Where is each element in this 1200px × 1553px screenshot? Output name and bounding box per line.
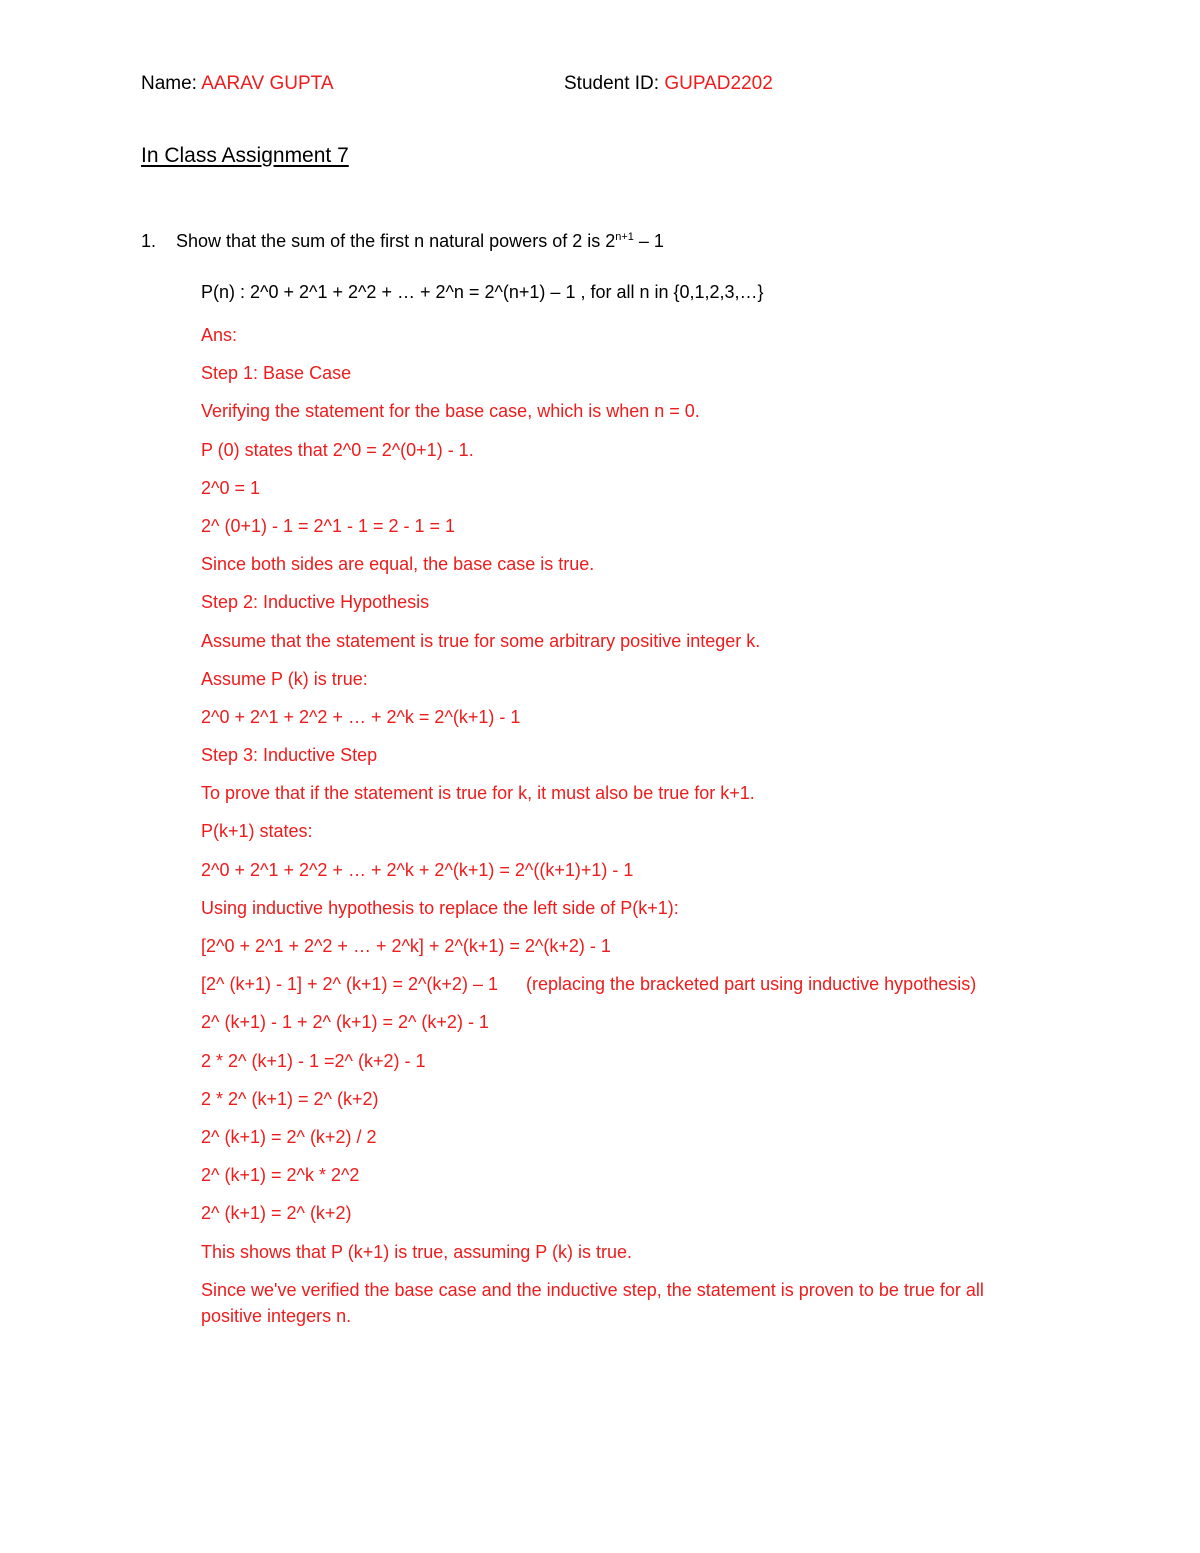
answer-line: To prove that if the statement is true for k, it must also be true for k+1.: [201, 783, 755, 804]
student-id: [564, 72, 773, 96]
answer-line: 2^ (k+1) = 2^k * 2^2: [201, 1165, 360, 1186]
name-value: AARAV GUPTA: [201, 73, 334, 94]
answer-line: 2^0 + 2^1 + 2^2 + … + 2^k + 2^(k+1) = 2^((k+1)+1) - 1: [201, 859, 634, 880]
answer-line: P(k+1) states:: [201, 821, 313, 842]
id-value: GUPAD2202: [664, 73, 773, 94]
student-name: [141, 72, 334, 96]
answer-line: 2^ (0+1) - 1 = 2^1 - 1 = 2 - 1 = 1: [201, 515, 456, 536]
replace-note: (replacing the bracketed part using inductive hypothesis): [525, 974, 977, 995]
answer-line: Step 1: Base Case: [201, 363, 352, 384]
question-suffix: – 1: [633, 231, 664, 251]
answer-line: Since both sides are equal, the base case is true.: [201, 554, 595, 575]
answer-line: Step 3: Inductive Step: [201, 745, 378, 766]
answer-line-replace: [201, 971, 1031, 997]
answer-line: 2^0 = 1: [201, 477, 260, 498]
answer-line: Ans:: [201, 325, 238, 345]
answer-line: 2^0 + 2^1 + 2^2 + … + 2^k = 2^(k+1) - 1: [201, 706, 521, 727]
answer-block: [201, 322, 1031, 1341]
id-label: Student ID:: [564, 73, 665, 94]
answer-line: 2^ (k+1) = 2^ (k+2) / 2: [201, 1126, 377, 1147]
answer-line: 2^ (k+1) - 1 + 2^ (k+1) = 2^ (k+2) - 1: [201, 1012, 489, 1033]
replace-equation: [2^ (k+1) - 1] + 2^ (k+1) = 2^(k+2) – 1: [201, 974, 498, 995]
question-superscript: n+1: [615, 231, 634, 243]
answer-line: 2 * 2^ (k+1) = 2^ (k+2): [201, 1088, 379, 1109]
answer-line: Step 2: Inductive Hypothesis: [201, 592, 430, 613]
question-1: [141, 229, 664, 253]
assignment-title: In Class Assignment 7: [141, 144, 349, 167]
answer-line: P (0) states that 2^0 = 2^(0+1) - 1.: [201, 439, 474, 460]
answer-line: Verifying the statement for the base case, which is when n = 0.: [201, 401, 700, 422]
answer-line: 2 * 2^ (k+1) - 1 =2^ (k+2) - 1: [201, 1050, 426, 1071]
question-number: 1.: [141, 231, 157, 251]
name-label: Name:: [141, 73, 202, 94]
answer-line: This shows that P (k+1) is true, assuming P (k) is true.: [201, 1241, 632, 1262]
answer-line: Using inductive hypothesis to replace the left side of P(k+1):: [201, 897, 679, 918]
problem-statement: P(n) : 2^0 + 2^1 + 2^2 + … + 2^n = 2^(n+1) – 1 , for all n in {0,1,2,3,…}: [201, 282, 764, 302]
answer-conclusion: Since we've verified the base case and the inductive step, the statement is proven to be true for all positive integers n.: [201, 1279, 984, 1326]
answer-line: 2^ (k+1) = 2^ (k+2): [201, 1203, 352, 1224]
answer-line: Assume P (k) is true:: [201, 668, 368, 689]
answer-line: [2^0 + 2^1 + 2^2 + … + 2^k] + 2^(k+1) = 2^(k+2) - 1: [201, 936, 611, 956]
question-text: Show that the sum of the first n natural powers of 2 is 2: [176, 231, 616, 251]
answer-line: Assume that the statement is true for some arbitrary positive integer k.: [201, 630, 761, 651]
